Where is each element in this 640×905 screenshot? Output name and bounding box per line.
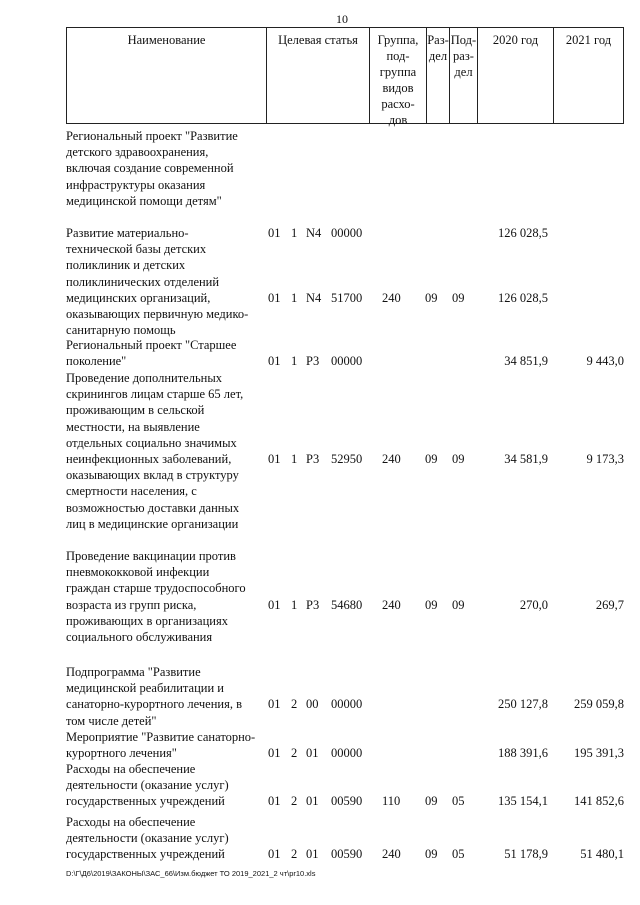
amount-2020: 126 028,5 [498, 226, 548, 240]
target-part-4: 00000 [331, 746, 363, 760]
target-part-3: P3 [306, 452, 320, 466]
target-part-3: 00 [306, 697, 319, 711]
target-part-2: 1 [291, 226, 298, 240]
target-part-2: 2 [291, 847, 298, 861]
target-part-4: 00000 [331, 697, 363, 711]
target-part-2: 2 [291, 794, 298, 808]
header-group: Группа, под- группа видов расхо- дов [370, 28, 427, 123]
section-code: 09 [425, 291, 438, 305]
target-part-2: 1 [291, 598, 298, 612]
amount-2021: 195 391,3 [574, 746, 624, 760]
amount-2021: 9 443,0 [586, 354, 624, 368]
subsection-code: 09 [452, 598, 465, 612]
amount-2020: 250 127,8 [498, 697, 548, 711]
group-code: 240 [382, 291, 401, 305]
amount-2021: 141 852,6 [574, 794, 624, 808]
target-part-3: P3 [306, 354, 320, 368]
amount-2021: 269,7 [595, 598, 624, 612]
subsection-code: 09 [452, 452, 465, 466]
target-part-4: 00000 [331, 226, 363, 240]
target-part-2: 1 [291, 291, 298, 305]
amount-2020: 270,0 [519, 598, 548, 612]
row-name: Развитие материально- технической базы детских поликлиник и детских поликлинических отделений медицинских организаций, оказывающих первичную медико- санитарную помощь [66, 226, 249, 338]
group-code: 240 [382, 847, 401, 861]
target-part-4: 51700 [331, 291, 363, 305]
target-part-4: 00590 [331, 794, 363, 808]
target-part-2: 1 [291, 452, 298, 466]
target-part-1: 01 [268, 354, 281, 368]
row-name: Расходы на обеспечение деятельности (оказание услуг) государственных учреждений [66, 815, 229, 862]
target-part-3: P3 [306, 598, 320, 612]
target-part-2: 1 [291, 354, 298, 368]
target-part-4: 00590 [331, 847, 363, 861]
target-part-1: 01 [268, 291, 281, 305]
row-name: Региональный проект "Старшее поколение" [66, 338, 237, 369]
target-part-3: 01 [306, 746, 319, 760]
group-code: 110 [382, 794, 401, 808]
row-name: Проведение вакцинации против пневмококковой инфекции граждан старше трудоспособного возраста из групп риска, проживающих в организациях социального обслуживания [66, 549, 246, 645]
header-2020: 2020 год [478, 28, 554, 123]
section-code: 09 [425, 452, 438, 466]
target-part-4: 54680 [331, 598, 363, 612]
header-target: Целевая статья [267, 28, 370, 123]
target-part-3: 01 [306, 847, 319, 861]
subsection-code: 05 [452, 794, 465, 808]
amount-2020: 34 851,9 [504, 354, 548, 368]
subsection-code: 05 [452, 847, 465, 861]
group-code: 240 [382, 598, 401, 612]
target-part-3: N4 [306, 226, 322, 240]
target-part-4: 00000 [331, 354, 363, 368]
amount-2020: 126 028,5 [498, 291, 548, 305]
amount-2021: 51 480,1 [580, 847, 624, 861]
page-number: 10 [336, 12, 348, 26]
target-part-1: 01 [268, 226, 281, 240]
file-path-footer: D:\Г\Д6\2019\ЗАКОНЫ\ЗАС_66\Изм.бюджет ТО 2019_2021_2 чт\pr10.xls [66, 869, 316, 878]
target-part-1: 01 [268, 598, 281, 612]
section-code: 09 [425, 598, 438, 612]
row-name: Расходы на обеспечение деятельности (оказание услуг) государственных учреждений [66, 762, 229, 809]
amount-2020: 51 178,9 [504, 847, 548, 861]
subsection-code: 09 [452, 291, 465, 305]
target-part-2: 2 [291, 697, 298, 711]
amount-2020: 135 154,1 [498, 794, 548, 808]
target-part-1: 01 [268, 847, 281, 861]
row-name: Проведение дополнительных скринингов лицам старше 65 лет, проживающим в сельской местности, на выявление отдельных социально значимых неинфекционных заболеваний, оказывающих вклад в структуру смертности населения, с возможностью доставки данных лиц в медицинские организации [66, 371, 244, 531]
target-part-1: 01 [268, 746, 281, 760]
amount-2020: 34 581,9 [504, 452, 548, 466]
header-section: Раз- дел [427, 28, 450, 123]
header-name: Наименование [67, 28, 267, 123]
group-code: 240 [382, 452, 401, 466]
target-part-1: 01 [268, 697, 281, 711]
target-part-1: 01 [268, 794, 281, 808]
amount-2021: 9 173,3 [586, 452, 624, 466]
row-name: Региональный проект "Развитие детского здравоохранения, включая создание современной инфраструктуры оказания медицинской помощи детям" [66, 129, 238, 208]
section-code: 09 [425, 794, 438, 808]
target-part-4: 52950 [331, 452, 363, 466]
target-part-3: N4 [306, 291, 322, 305]
section-code: 09 [425, 847, 438, 861]
amount-2021: 259 059,8 [574, 697, 624, 711]
row-name: Подпрограмма "Развитие медицинской реабилитации и санаторно-курортного лечения, в том числе детей" [66, 665, 242, 728]
header-2021: 2021 год [565, 33, 612, 47]
row-name: Мероприятие "Развитие санаторно- курортного лечения" [66, 730, 256, 761]
table-header [66, 27, 624, 127]
target-part-2: 2 [291, 746, 298, 760]
target-part-3: 01 [306, 794, 319, 808]
amount-2020: 188 391,6 [498, 746, 548, 760]
header-subsection: Под- раз- дел [450, 28, 478, 123]
target-part-1: 01 [268, 452, 281, 466]
